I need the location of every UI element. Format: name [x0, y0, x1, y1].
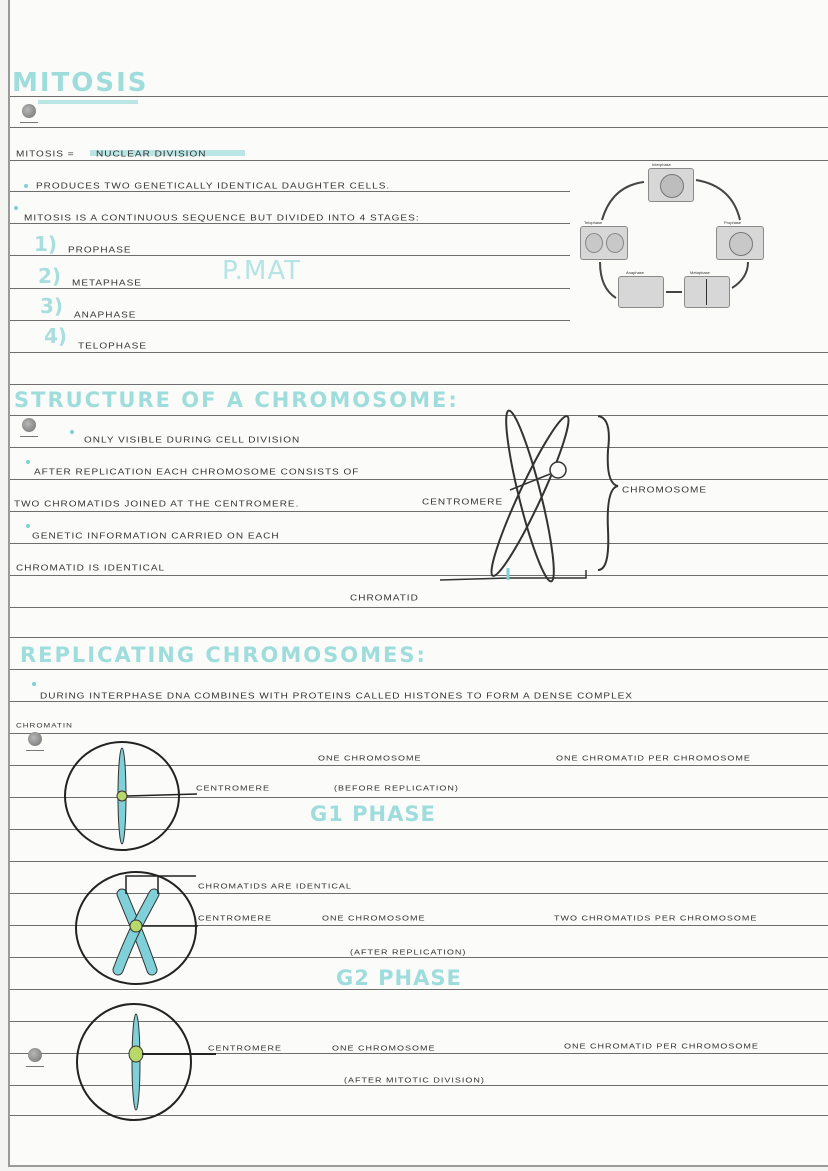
replicating-title: REPLICATING CHROMOSOMES:: [20, 643, 427, 667]
post-mitosis-centromere-label: CENTROMERE: [208, 1043, 283, 1052]
structure-line-1: ONLY VISIBLE DURING CELL DIVISION: [84, 435, 301, 445]
chromosome-label: CHROMOSOME: [622, 485, 707, 495]
g1-note: (BEFORE REPLICATION): [334, 783, 459, 792]
stage-label: ANAPHASE: [74, 310, 137, 320]
stage-number: 2): [38, 264, 62, 288]
g2-one-chromosome: ONE CHROMOSOME: [322, 913, 426, 922]
g2-phase-label: G2 PHASE: [336, 966, 462, 990]
post-mitosis-cell-diagram: [74, 1002, 294, 1132]
g1-cell-diagram: [62, 738, 202, 858]
bullet-icon: [24, 184, 28, 188]
g1-one-chromosome: ONE CHROMOSOME: [318, 753, 422, 762]
stage-label: TELOPHASE: [78, 341, 148, 351]
mnemonic: P.MAT: [222, 256, 301, 286]
g1-per-chromosome: ONE CHROMATID PER CHROMOSOME: [556, 753, 751, 762]
punch-hole-icon: [22, 104, 36, 118]
g2-note: (AFTER REPLICATION): [350, 947, 467, 956]
chromosome-diagram: [430, 410, 630, 610]
stage-number: 4): [44, 324, 68, 348]
structure-title: STRUCTURE OF A CHROMOSOME:: [14, 388, 459, 412]
post-mitosis-one-chromosome: ONE CHROMOSOME: [332, 1043, 436, 1052]
cycle-arrows: [572, 158, 772, 308]
definition-highlight: NUCLEAR DIVISION: [96, 149, 207, 159]
punch-hole-icon: [28, 1048, 42, 1062]
prophase-label: Prophase: [724, 220, 742, 225]
stage-number: 3): [40, 294, 64, 318]
bullet-icon: [14, 206, 18, 210]
definition-prefix: MITOSIS =: [16, 149, 75, 159]
chromatid-label: CHROMATID: [350, 593, 419, 603]
post-mitosis-per-chromosome: ONE CHROMATID PER CHROMOSOME: [564, 1041, 759, 1050]
replicating-intro-2: CHROMATIN: [16, 721, 73, 729]
telophase-label: Telophase: [584, 220, 603, 225]
g2-per-chromosome: TWO CHROMATIDS PER CHROMOSOME: [554, 913, 758, 922]
punch-hole-icon: [22, 418, 36, 432]
centromere-label: CENTROMERE: [422, 497, 504, 507]
structure-line-2: AFTER REPLICATION EACH CHROMOSOME CONSISTS OF: [34, 467, 360, 477]
bullet-icon: [26, 460, 30, 464]
bullet-icon: [70, 430, 74, 434]
g1-centromere-label: CENTROMERE: [196, 783, 271, 792]
post-mitosis-note: (AFTER MITOTIC DIVISION): [344, 1075, 485, 1084]
structure-line-4: GENETIC INFORMATION CARRIED ON EACH: [32, 531, 280, 541]
stage-number: 1): [34, 232, 58, 256]
g2-chromatids-identical: CHROMATIDS ARE IDENTICAL: [198, 881, 352, 890]
structure-line-5: CHROMATID IS IDENTICAL: [16, 563, 166, 573]
stage-label: PROPHASE: [68, 245, 132, 255]
anaphase-label: Anaphase: [626, 270, 645, 275]
stage-label: METAPHASE: [72, 278, 142, 288]
metaphase-label: Metaphase: [690, 270, 710, 275]
notebook-page: [8, 0, 828, 1167]
mitosis-title: MITOSIS: [12, 68, 149, 98]
mitosis-bullet-1: PRODUCES TWO GENETICALLY IDENTICAL DAUGHTER CELLS.: [36, 181, 391, 191]
bullet-icon: [32, 682, 36, 686]
structure-line-3: TWO CHROMATIDS JOINED AT THE CENTROMERE.: [14, 499, 300, 509]
punch-hole-icon: [28, 732, 42, 746]
replicating-intro-1: DURING INTERPHASE DNA COMBINES WITH PROTEINS CALLED HISTONES TO FORM A DENSE COMPLEX: [40, 691, 633, 701]
g1-phase-label: G1 PHASE: [310, 802, 436, 826]
cell-cycle-diagram: [572, 158, 772, 308]
interphase-label: Interphase: [652, 162, 671, 167]
title-underline: [38, 100, 138, 104]
bullet-icon: [26, 524, 30, 528]
g2-centromere-label: CENTROMERE: [198, 913, 273, 922]
mitosis-bullet-2: MITOSIS IS A CONTINUOUS SEQUENCE BUT DIVIDED INTO 4 STAGES:: [24, 213, 420, 223]
